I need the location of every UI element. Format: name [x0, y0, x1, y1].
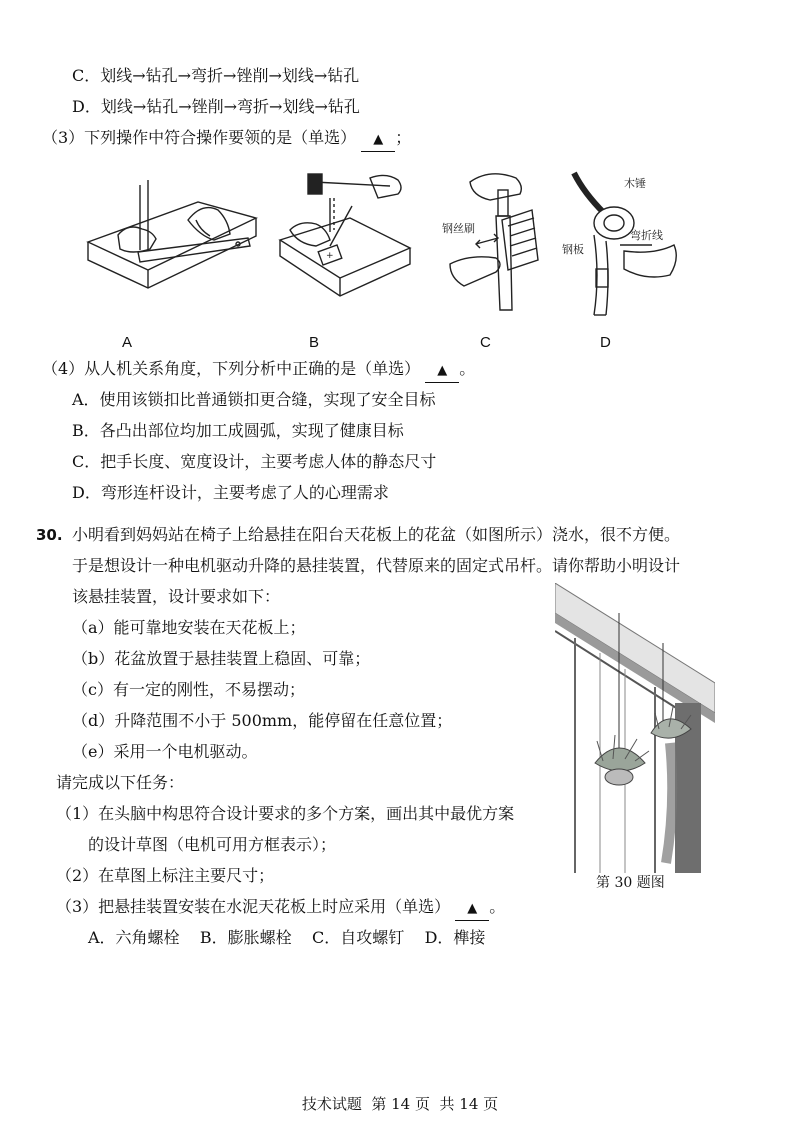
q30-task-3: [56, 896, 505, 921]
q30-figure-hanging-plants: [555, 583, 715, 873]
q30-requirement-c: （c）有一定的刚性，不易摆动；: [72, 680, 305, 699]
q29-sub4-option-d: D．弯形连杆设计，主要考虑了人的心理需求: [72, 483, 389, 502]
figure-d-mallet-label: 木锤: [624, 177, 646, 190]
q29-sub4-option-a: A．使用该锁扣比普通锁扣更合缝，实现了安全目标: [72, 390, 436, 409]
figure-d-bending: [560, 165, 690, 325]
q30-number: 30.: [36, 526, 63, 544]
q30-stem-line1: 小明看到妈妈站在椅子上给悬挂在阳台天花板上的花盆（如图所示）浇水，很不方便。: [72, 525, 681, 544]
q29-sub4-stem: [42, 358, 475, 383]
q29-sub3-stem: [42, 127, 411, 152]
q30-task-1-line2: 的设计草图（电机可用方框表示）；: [88, 835, 337, 854]
figure-c-filing: [440, 160, 550, 325]
q29-sub3-text: （3）下列操作中符合操作要领的是（单选）: [42, 128, 357, 147]
figure-d-plate-label: 钢板: [562, 243, 584, 256]
q30-requirement-e: （e）采用一个电机驱动。: [72, 742, 258, 761]
q30-task-3-text: （3）把悬挂装置安装在水泥天花板上时应采用（单选）: [56, 897, 451, 916]
q29-option-c: C．划线→钻孔→弯折→锉削→划线→钻孔: [72, 66, 360, 85]
q30-task-2: （2）在草图上标注主要尺寸；: [56, 866, 275, 885]
figure-c-wirebrush-label: 钢丝刷: [442, 222, 475, 235]
q29-sub4-option-b: B．各凸出部位均加工成圆弧，实现了健康目标: [72, 421, 404, 440]
figure-a-marking: [78, 180, 268, 310]
q29-sub4-option-c: C．把手长度、宽度设计，主要考虑人体的静态尺寸: [72, 452, 437, 471]
answer-blank: ▲: [455, 898, 489, 921]
figure-d-label: D: [600, 334, 611, 351]
answer-blank: ▲: [425, 360, 459, 383]
q30-stem-line2: 于是想设计一种电机驱动升降的悬挂装置，代替原来的固定式吊杆。请你帮助小明设计: [72, 556, 681, 575]
q30-stem-line3: 该悬挂装置，设计要求如下：: [72, 587, 281, 606]
q30-requirement-a: （a）能可靠地安装在天花板上；: [72, 618, 306, 637]
figure-b-label: B: [309, 334, 320, 351]
q30-task-intro: 请完成以下任务：: [56, 773, 185, 792]
q30-requirement-b: （b）花盆放置于悬挂装置上稳固、可靠；: [72, 649, 371, 668]
figure-b-punching: [270, 160, 420, 320]
figure-d-bendline-label: 弯折线: [630, 229, 663, 242]
page-footer: 技术试题 第 14 页 共 14 页: [301, 1095, 499, 1113]
q30-figure-caption: 第 30 题图: [596, 875, 665, 891]
q30-requirement-d: （d）升降范围不小于 500mm，能停留在任意位置；: [72, 711, 453, 730]
q30-task-3-suffix: 。: [489, 897, 506, 916]
svg-text:+: +: [326, 251, 334, 261]
q29-sub4-suffix: 。: [459, 359, 476, 378]
q29-option-d: D．划线→钻孔→锉削→弯折→划线→钻孔: [72, 97, 360, 116]
q29-sub4-text: （4）从人机关系角度，下列分析中正确的是（单选）: [42, 359, 421, 378]
q30-task-3-options: A．六角螺栓 B．膨胀螺栓 C．自攻螺钉 D．榫接: [88, 928, 486, 947]
figure-c-label: C: [480, 334, 491, 351]
q29-sub3-suffix: ；: [395, 128, 412, 147]
q30-task-1-line1: （1）在头脑中构思符合设计要求的多个方案，画出其中最优方案: [56, 804, 515, 823]
answer-blank: ▲: [361, 129, 395, 152]
figure-a-label: A: [122, 334, 133, 351]
